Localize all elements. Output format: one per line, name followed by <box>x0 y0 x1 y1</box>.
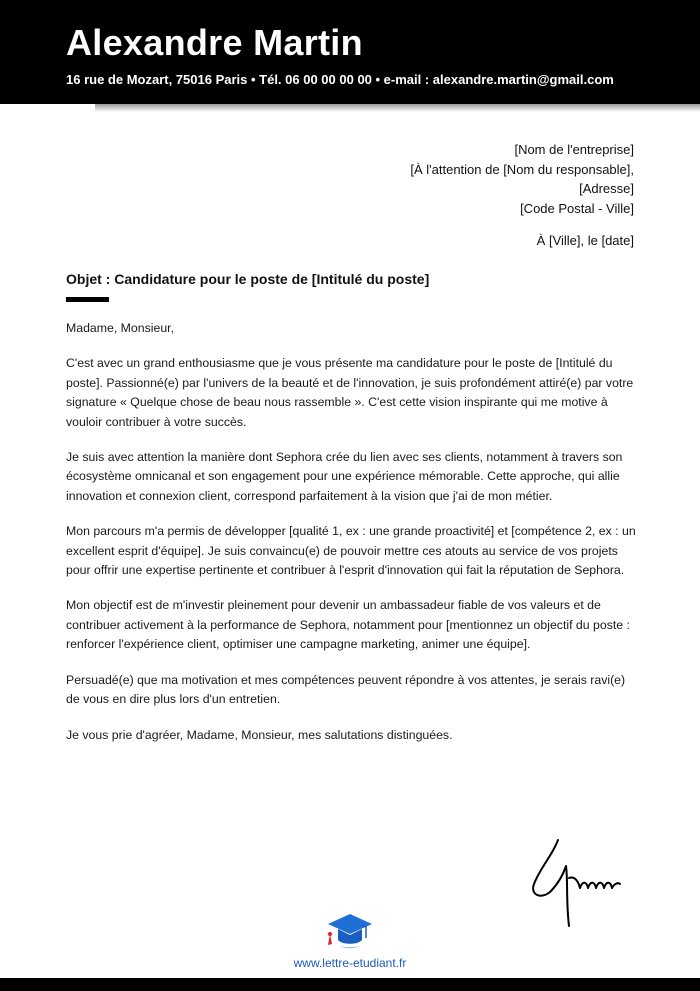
sender-name: Alexandre Martin <box>66 22 363 63</box>
header-shadow <box>95 104 700 112</box>
header-band <box>0 0 700 104</box>
paragraph-intro: C'est avec un grand enthousiasme que je vous présente ma candidature pour le poste de [Intitulé du poste]. Passionné(e) par l'univers de la beauté et de l'innovation, je suis profondément attiré(e) par votre signature « Quelque chose de beau nous rassemble ». C'est cette vision inspirante qui me motive à vouloir contribuer à votre succès. <box>66 356 634 429</box>
recipient-company: [Nom de l'entreprise] <box>514 142 634 157</box>
salutation: Madame, Monsieur, <box>66 321 174 335</box>
website-link[interactable]: www.lettre-etudiant.fr <box>293 956 407 970</box>
signature <box>528 836 622 928</box>
letter-body <box>66 319 636 761</box>
paragraph-interview: Persuadé(e) que ma motivation et mes compétences peuvent répondre à vos attentes, je serais ravi(e) de vous en dire plus lors d'un entretien. <box>66 672 626 707</box>
subject-underline <box>66 297 109 302</box>
place-date: À [Ville], le [date] <box>536 233 634 248</box>
sender-contact: 16 rue de Mozart, 75016 Paris • Tél. 06 00 00 00 00 • e-mail : alexandre.martin@gmail.com <box>66 72 614 87</box>
recipient-block <box>410 140 634 218</box>
recipient-postal-city: [Code Postal - Ville] <box>520 200 634 216</box>
recipient-address: [Adresse] <box>579 181 634 196</box>
paragraph-skills: Mon parcours m'a permis de développer [qualité 1, ex : une grande proactivité] et [compétence 2, ex : un excellent esprit d'équipe]. Je suis convaincu(e) de pouvoir mettre ces atouts au service de vos projets pour offrir une expertise pertinente et contribuer à l'esprit d'innovation qui fait la réputation de Sephora. <box>66 524 636 578</box>
recipient-attention: [À l'attention de [Nom du responsable], <box>410 161 634 177</box>
closing: Je vous prie d'agréer, Madame, Monsieur, mes salutations distinguées. <box>66 727 453 742</box>
letter-subject: Objet : Candidature pour le poste de [Intitulé du poste] <box>66 271 430 287</box>
graduation-cap-icon <box>326 912 374 950</box>
footer-bar <box>0 978 700 991</box>
paragraph-company: Je suis avec attention la manière dont Sephora crée du lien avec ses clients, notamment à travers son écosystème omnicanal et son engagement pour une expérience mémorable. Cette approche, qui allie innovation et connexion client, correspond parfaitement à la vision que j'ai de mon métier. <box>66 450 623 503</box>
paragraph-objective: Mon objectif est de m'investir pleinement pour devenir un ambassadeur fiable de vos valeurs et de contribuer activement à la performance de Sephora, notamment pour [mentionnez un objectif du poste : renforcer l'expérience client, optimiser une campagne marketing, animer une équipe]. <box>66 598 630 652</box>
